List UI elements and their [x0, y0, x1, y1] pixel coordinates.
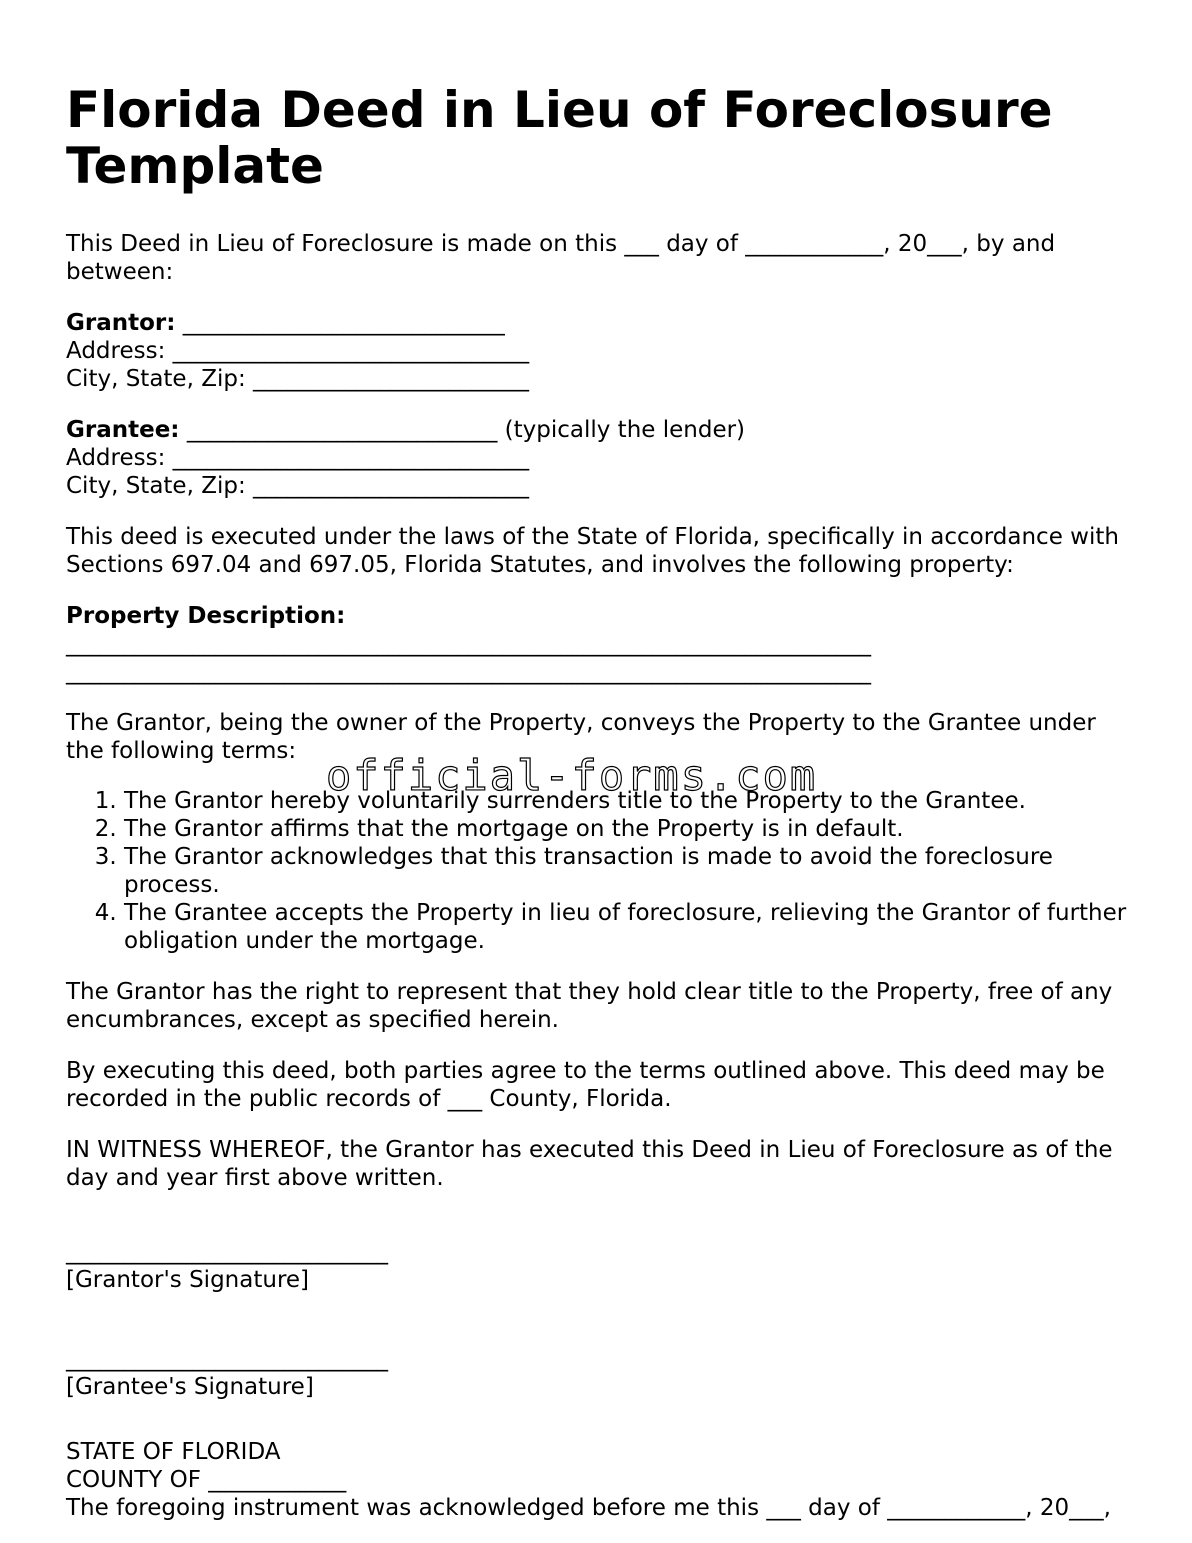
term-item: 1. The Grantor hereby voluntarily surrenders title to the Property to the Grantee. — [124, 787, 1136, 815]
notary-section — [66, 1438, 1136, 1522]
notary-state: STATE OF FLORIDA — [66, 1439, 281, 1465]
grantee-name-blank: ___________________________ (typically the lender) — [179, 417, 746, 443]
terms-list — [66, 787, 1136, 955]
grantor-label: Grantor: — [66, 310, 176, 336]
intro-paragraph: This Deed in Lieu of Foreclosure is made on this ___ day of ____________, 20___, by and between: — [66, 231, 1056, 285]
notary-county: COUNTY OF ____________ — [66, 1467, 347, 1493]
document-page — [66, 82, 1136, 1522]
property-line-2: ______________________________________________________________________ — [66, 659, 871, 685]
property-label: Property Description: — [66, 603, 346, 629]
grantor-name-line — [66, 309, 1136, 337]
grantee-city-state-zip: City, State, Zip: ________________________ — [66, 473, 530, 499]
terms-intro: The Grantor, being the owner of the Property, conveys the Property to the Grantee under the following terms: — [66, 710, 1096, 764]
grantor-signature-label: [Grantor's Signature] — [66, 1267, 310, 1293]
term-item: 4. The Grantee accepts the Property in lieu of foreclosure, relieving the Grantor of further obligation under the mortgage. — [124, 899, 1136, 955]
grantor-name-blank: ____________________________ — [175, 310, 505, 336]
grantor-section — [66, 309, 1136, 393]
term-item: 3. The Grantor acknowledges that this transaction is made to avoid the foreclosure process. — [124, 843, 1136, 899]
grantor-city-state-zip: City, State, Zip: ________________________ — [66, 366, 530, 392]
witness-paragraph: IN WITNESS WHEREOF, the Grantor has executed this Deed in Lieu of Foreclosure as of the day and year first above written. — [66, 1137, 1113, 1191]
grantee-signature-line: ____________________________ — [66, 1346, 388, 1372]
executing-paragraph: By executing this deed, both parties agree to the terms outlined above. This deed may be recorded in the public records of ___ County, Florida. — [66, 1058, 1105, 1112]
property-line-1: ______________________________________________________________________ — [66, 631, 871, 657]
laws-paragraph: This deed is executed under the laws of the State of Florida, specifically in accordance with Sections 697.04 and 697.05, Florida Statutes, and involves the following property: — [66, 524, 1119, 578]
clear-title-paragraph: The Grantor has the right to represent that they hold clear title to the Property, free of any encumbrances, except as specified herein. — [66, 979, 1113, 1033]
watermark: official-forms.com — [326, 751, 818, 800]
grantee-signature-label: [Grantee's Signature] — [66, 1374, 314, 1400]
grantee-signature-block — [66, 1345, 1136, 1401]
grantor-signature-line: ____________________________ — [66, 1239, 388, 1265]
document-title: Florida Deed in Lieu of Foreclosure Template — [66, 81, 1053, 195]
grantee-section — [66, 416, 1136, 500]
notary-acknowledgment: The foregoing instrument was acknowledged before me this ___ day of ____________, 20___, — [66, 1495, 1111, 1521]
grantee-label: Grantee: — [66, 417, 180, 443]
grantor-signature-block — [66, 1238, 1136, 1294]
grantor-address: Address: _______________________________ — [66, 338, 530, 364]
term-item: 2. The Grantor affirms that the mortgage on the Property is in default. — [124, 815, 1136, 843]
grantee-address: Address: _______________________________ — [66, 445, 530, 471]
grantee-name-line — [66, 416, 1136, 444]
property-section — [66, 602, 1136, 686]
